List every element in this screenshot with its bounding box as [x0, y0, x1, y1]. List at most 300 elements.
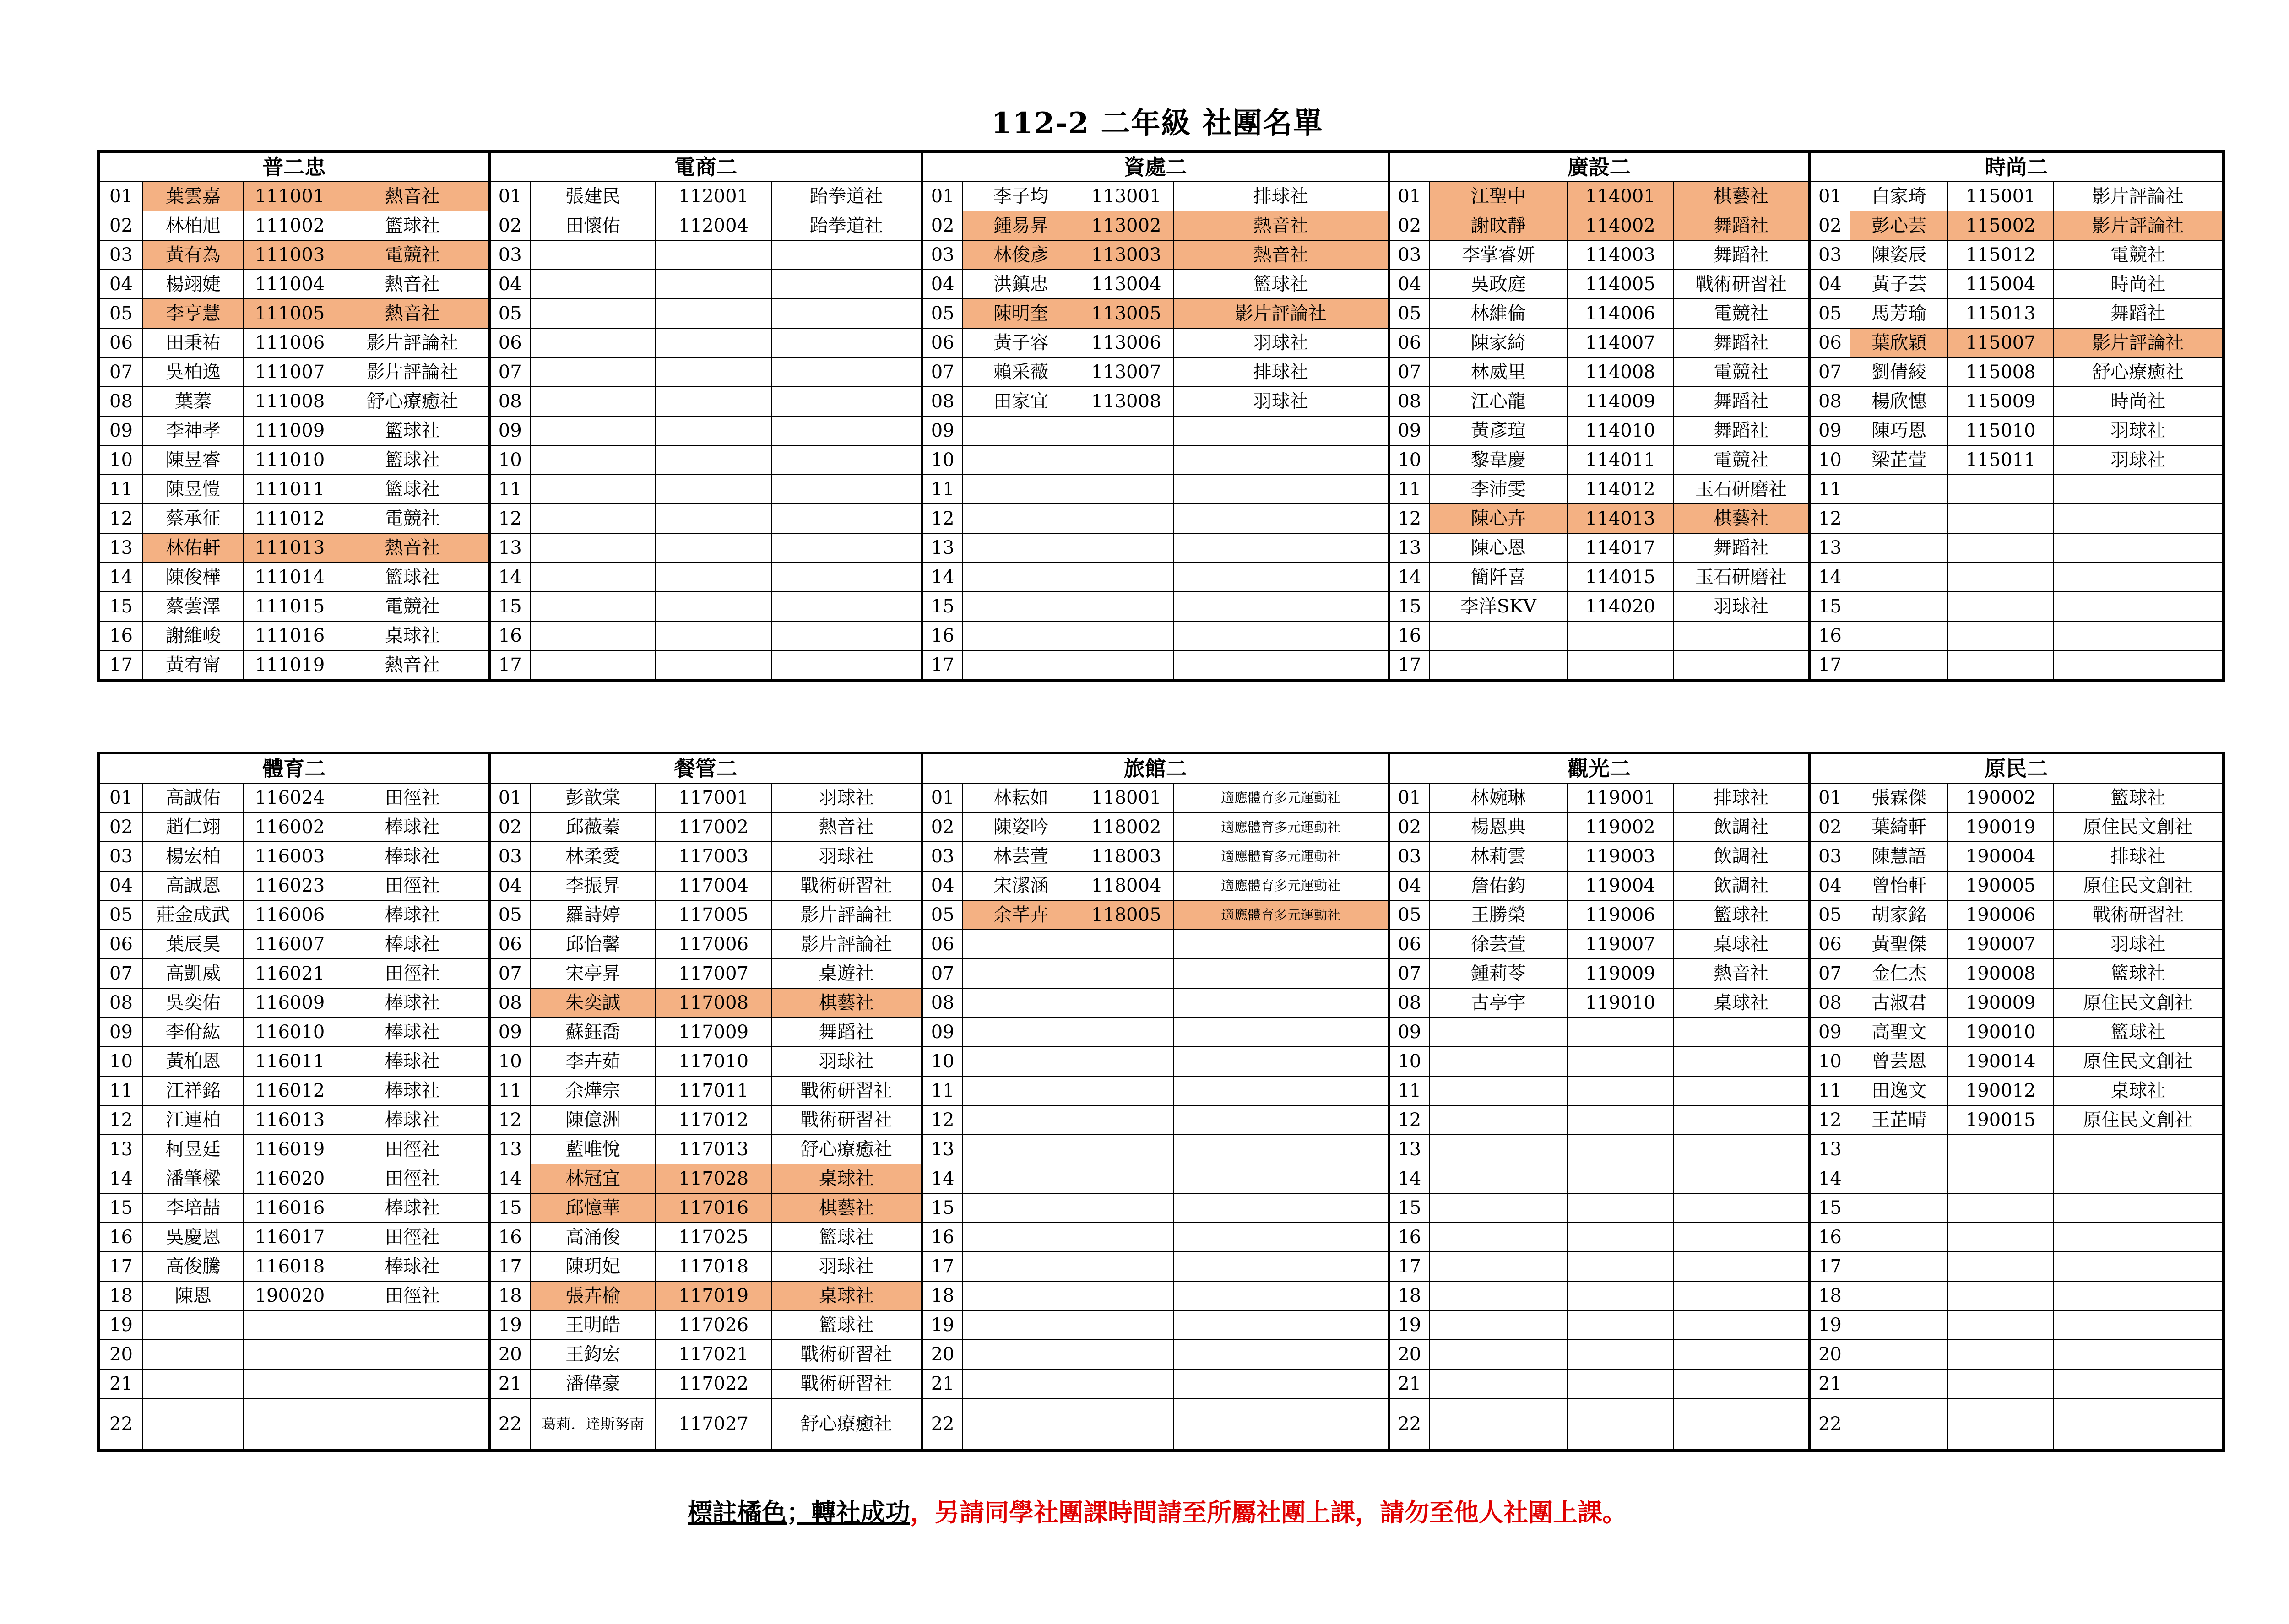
student-name-cell: 宋潔涵 [963, 871, 1079, 900]
student-id-cell: 116002 [244, 812, 336, 842]
seat-number-cell: 21 [489, 1369, 530, 1398]
club-name-cell [771, 650, 922, 681]
club-name-cell [771, 416, 922, 445]
student-name-cell: 李神孝 [143, 416, 244, 445]
student-id-cell: 113004 [1079, 270, 1173, 299]
seat-number-cell: 01 [922, 182, 963, 211]
seat-number-cell: 14 [1389, 1164, 1430, 1193]
seat-number-cell: 12 [98, 1105, 143, 1135]
student-id-cell [1567, 1105, 1673, 1135]
student-name-cell: 羅詩婷 [530, 900, 656, 930]
seat-number-cell: 01 [98, 783, 143, 812]
student-id-cell: 118001 [1079, 783, 1173, 812]
seat-number-cell: 05 [1809, 900, 1850, 930]
note-instruction: ，另請同學社團課時間請至所屬社團上課，請勿至他人社團上課。 [910, 1498, 1627, 1527]
student-name-cell: 陳億洲 [530, 1105, 656, 1135]
club-name-cell: 熱音社 [1173, 240, 1389, 270]
seat-number-cell: 14 [1809, 563, 1850, 592]
club-name-cell: 戰術研習社 [771, 871, 922, 900]
table-row [98, 1223, 2224, 1252]
club-name-cell: 時尚社 [2053, 387, 2224, 416]
seat-number-cell: 05 [98, 900, 143, 930]
seat-number-cell: 08 [1809, 387, 1850, 416]
seat-number-cell: 18 [922, 1281, 963, 1310]
club-name-cell: 田徑社 [336, 783, 489, 812]
seat-number-cell: 06 [489, 328, 530, 357]
seat-number-cell: 12 [489, 504, 530, 533]
club-name-cell: 熱音社 [336, 299, 489, 328]
student-name-cell: 葛莉．達斯努南 [530, 1398, 656, 1451]
seat-number-cell: 17 [922, 650, 963, 681]
student-id-cell: 118005 [1079, 900, 1173, 930]
club-name-cell: 熱音社 [336, 182, 489, 211]
seat-number-cell: 14 [489, 563, 530, 592]
student-id-cell [1948, 1193, 2053, 1223]
student-id-cell: 117008 [656, 988, 771, 1018]
seat-number-cell: 04 [98, 871, 143, 900]
student-name-cell: 陳明奎 [963, 299, 1079, 328]
student-id-cell: 190012 [1948, 1076, 2053, 1105]
student-id-cell [244, 1310, 336, 1340]
student-name-cell [963, 563, 1079, 592]
seat-number-cell: 09 [1389, 1018, 1430, 1047]
student-name-cell: 田逸文 [1850, 1076, 1948, 1105]
student-id-cell: 116021 [244, 959, 336, 988]
club-name-cell: 熱音社 [771, 812, 922, 842]
note-highlight-legend: 標註橘色；轉社成功 [688, 1498, 910, 1527]
seat-number-cell: 21 [922, 1369, 963, 1398]
student-name-cell [963, 959, 1079, 988]
club-name-cell: 棒球社 [336, 1018, 489, 1047]
roster-table-bottom [97, 752, 2225, 1452]
seat-number-cell: 02 [98, 211, 143, 240]
club-name-cell [1173, 1310, 1389, 1340]
student-name-cell: 黃有為 [143, 240, 244, 270]
club-name-cell [2053, 1310, 2224, 1340]
seat-number-cell: 22 [98, 1398, 143, 1451]
student-name-cell: 葉綺軒 [1850, 812, 1948, 842]
seat-number-cell: 06 [1389, 328, 1430, 357]
club-name-cell: 舒心療癒社 [336, 387, 489, 416]
club-name-cell [1673, 1398, 1809, 1451]
class-name-header: 普二忠 [98, 152, 489, 182]
club-name-cell: 跆拳道社 [771, 211, 922, 240]
student-name-cell [1850, 533, 1948, 563]
student-name-cell: 陳昱愷 [143, 475, 244, 504]
student-name-cell: 陳心恩 [1429, 533, 1567, 563]
seat-number-cell: 12 [1809, 504, 1850, 533]
student-name-cell: 李卉茹 [530, 1047, 656, 1076]
student-name-cell: 邱怡馨 [530, 930, 656, 959]
student-name-cell: 曾怡軒 [1850, 871, 1948, 900]
student-name-cell [963, 621, 1079, 650]
seat-number-cell: 07 [98, 357, 143, 387]
student-id-cell: 119010 [1567, 988, 1673, 1018]
student-id-cell: 119009 [1567, 959, 1673, 988]
student-id-cell: 111015 [244, 592, 336, 621]
student-name-cell [1850, 1369, 1948, 1398]
club-name-cell: 影片評論社 [336, 357, 489, 387]
student-id-cell [1948, 621, 2053, 650]
club-name-cell: 舞蹈社 [1673, 387, 1809, 416]
student-id-cell [1079, 1369, 1173, 1398]
club-name-cell [1173, 1252, 1389, 1281]
student-id-cell: 115012 [1948, 240, 2053, 270]
seat-number-cell: 05 [1389, 900, 1430, 930]
club-name-cell: 棒球社 [336, 1105, 489, 1135]
student-name-cell [530, 621, 656, 650]
seat-number-cell: 22 [1809, 1398, 1850, 1451]
club-name-cell: 羽球社 [771, 1047, 922, 1076]
club-name-cell: 桌球社 [336, 621, 489, 650]
student-name-cell [143, 1310, 244, 1340]
student-id-cell: 113006 [1079, 328, 1173, 357]
club-name-cell: 棒球社 [336, 1047, 489, 1076]
student-name-cell: 林芸萱 [963, 842, 1079, 871]
student-name-cell: 陳姿辰 [1850, 240, 1948, 270]
seat-number-cell: 13 [922, 533, 963, 563]
student-id-cell: 116018 [244, 1252, 336, 1281]
club-name-cell [1673, 1369, 1809, 1398]
seat-number-cell: 09 [489, 1018, 530, 1047]
student-name-cell: 田秉祐 [143, 328, 244, 357]
seat-number-cell: 07 [922, 357, 963, 387]
seat-number-cell: 17 [922, 1252, 963, 1281]
student-id-cell: 117006 [656, 930, 771, 959]
club-name-cell: 影片評論社 [336, 328, 489, 357]
club-name-cell [1673, 1105, 1809, 1135]
club-name-cell [1673, 1164, 1809, 1193]
student-id-cell [1567, 650, 1673, 681]
club-name-cell: 舞蹈社 [1673, 533, 1809, 563]
club-name-cell: 戰術研習社 [771, 1076, 922, 1105]
club-name-cell [1173, 1164, 1389, 1193]
student-id-cell [1079, 1193, 1173, 1223]
student-id-cell [1567, 1369, 1673, 1398]
student-id-cell [656, 621, 771, 650]
student-name-cell [1850, 475, 1948, 504]
roster-table-top [97, 150, 2225, 682]
club-name-cell [2053, 533, 2224, 563]
student-id-cell: 111004 [244, 270, 336, 299]
student-id-cell [244, 1340, 336, 1369]
student-id-cell [1079, 988, 1173, 1018]
student-name-cell: 金仁杰 [1850, 959, 1948, 988]
club-name-cell [1173, 445, 1389, 475]
seat-number-cell: 08 [1389, 387, 1430, 416]
student-name-cell: 葉欣穎 [1850, 328, 1948, 357]
student-id-cell: 114011 [1567, 445, 1673, 475]
club-name-cell: 籃球社 [2053, 783, 2224, 812]
seat-number-cell: 14 [922, 563, 963, 592]
student-name-cell: 林柔愛 [530, 842, 656, 871]
seat-number-cell: 01 [1389, 182, 1430, 211]
seat-number-cell: 20 [922, 1340, 963, 1369]
seat-number-cell: 17 [1389, 650, 1430, 681]
student-name-cell: 高誠佑 [143, 783, 244, 812]
club-name-cell: 籃球社 [336, 563, 489, 592]
table-row [98, 504, 2224, 533]
seat-number-cell: 10 [1809, 445, 1850, 475]
seat-number-cell: 04 [1389, 270, 1430, 299]
seat-number-cell: 10 [1389, 1047, 1430, 1076]
student-id-cell [1948, 1340, 2053, 1369]
club-name-cell [2053, 621, 2224, 650]
club-name-cell: 影片評論社 [1173, 299, 1389, 328]
seat-number-cell: 11 [1389, 475, 1430, 504]
seat-number-cell: 13 [1389, 1135, 1430, 1164]
student-name-cell: 江連柏 [143, 1105, 244, 1135]
class-name-header: 原民二 [1809, 753, 2224, 783]
seat-number-cell: 09 [98, 416, 143, 445]
student-name-cell: 彭心芸 [1850, 211, 1948, 240]
table-row [98, 475, 2224, 504]
student-name-cell [1850, 1223, 1948, 1252]
student-name-cell [1429, 1193, 1567, 1223]
student-id-cell: 117027 [656, 1398, 771, 1451]
student-name-cell: 林維倫 [1429, 299, 1567, 328]
seat-number-cell: 15 [922, 1193, 963, 1223]
club-name-cell: 飲調社 [1673, 842, 1809, 871]
club-name-cell [1173, 1340, 1389, 1369]
student-id-cell [1079, 650, 1173, 681]
seat-number-cell: 09 [489, 416, 530, 445]
student-name-cell: 黃宥甯 [143, 650, 244, 681]
seat-number-cell: 11 [922, 475, 963, 504]
student-name-cell [1850, 1193, 1948, 1223]
student-name-cell: 葉蓁 [143, 387, 244, 416]
seat-number-cell: 17 [489, 1252, 530, 1281]
seat-number-cell: 07 [1389, 357, 1430, 387]
club-name-cell [2053, 563, 2224, 592]
seat-number-cell: 20 [1389, 1340, 1430, 1369]
club-name-cell [1173, 504, 1389, 533]
seat-number-cell: 10 [98, 1047, 143, 1076]
club-name-cell [1673, 621, 1809, 650]
table-row [98, 357, 2224, 387]
club-name-cell [2053, 1281, 2224, 1310]
seat-number-cell: 14 [489, 1164, 530, 1193]
student-name-cell: 林耘如 [963, 783, 1079, 812]
seat-number-cell: 15 [1809, 592, 1850, 621]
seat-number-cell: 12 [489, 1105, 530, 1135]
seat-number-cell: 03 [1809, 240, 1850, 270]
student-id-cell [1948, 504, 2053, 533]
table-row [98, 563, 2224, 592]
table-row [98, 1076, 2224, 1105]
student-name-cell [530, 387, 656, 416]
seat-number-cell: 06 [98, 328, 143, 357]
club-name-cell: 玉石研磨社 [1673, 475, 1809, 504]
student-id-cell [1079, 1047, 1173, 1076]
footer-note [0, 1493, 2289, 1528]
club-name-cell [771, 299, 922, 328]
seat-number-cell: 08 [98, 387, 143, 416]
student-name-cell: 陳巧恩 [1850, 416, 1948, 445]
seat-number-cell: 10 [1389, 445, 1430, 475]
student-id-cell: 114006 [1567, 299, 1673, 328]
seat-number-cell: 18 [1809, 1281, 1850, 1310]
student-id-cell: 190002 [1948, 783, 2053, 812]
student-id-cell [1079, 1340, 1173, 1369]
student-name-cell: 張卉榆 [530, 1281, 656, 1310]
club-name-cell: 籃球社 [336, 211, 489, 240]
student-id-cell: 116017 [244, 1223, 336, 1252]
student-name-cell [963, 1369, 1079, 1398]
seat-number-cell: 15 [1389, 1193, 1430, 1223]
club-name-cell: 棒球社 [336, 812, 489, 842]
club-name-cell: 電競社 [1673, 445, 1809, 475]
seat-number-cell: 05 [922, 900, 963, 930]
seat-number-cell: 11 [1809, 1076, 1850, 1105]
student-name-cell [1850, 1310, 1948, 1340]
student-name-cell [1850, 563, 1948, 592]
student-id-cell: 114001 [1567, 182, 1673, 211]
club-name-cell [1673, 1252, 1809, 1281]
seat-number-cell: 14 [98, 563, 143, 592]
club-name-cell: 舞蹈社 [2053, 299, 2224, 328]
student-name-cell [1429, 1164, 1567, 1193]
table-row [98, 1018, 2224, 1047]
student-id-cell [1079, 1076, 1173, 1105]
student-id-cell [1948, 533, 2053, 563]
seat-number-cell: 02 [489, 812, 530, 842]
student-name-cell [1429, 1105, 1567, 1135]
club-name-cell [1173, 475, 1389, 504]
student-name-cell [530, 650, 656, 681]
seat-number-cell: 02 [922, 211, 963, 240]
student-id-cell: 116010 [244, 1018, 336, 1047]
student-name-cell: 楊宏柏 [143, 842, 244, 871]
student-name-cell [143, 1398, 244, 1451]
student-id-cell: 111019 [244, 650, 336, 681]
student-id-cell: 117013 [656, 1135, 771, 1164]
student-name-cell [1429, 1135, 1567, 1164]
student-name-cell [1429, 1076, 1567, 1105]
club-name-cell: 電競社 [1673, 299, 1809, 328]
student-name-cell: 蔡蕓澤 [143, 592, 244, 621]
club-name-cell: 影片評論社 [771, 900, 922, 930]
student-name-cell: 賴采薇 [963, 357, 1079, 387]
table-row [98, 842, 2224, 871]
club-name-cell [1673, 650, 1809, 681]
seat-number-cell: 15 [489, 1193, 530, 1223]
seat-number-cell: 03 [1809, 842, 1850, 871]
student-id-cell [1079, 475, 1173, 504]
student-id-cell: 190015 [1948, 1105, 2053, 1135]
club-name-cell: 舒心療癒社 [2053, 357, 2224, 387]
seat-number-cell: 16 [489, 1223, 530, 1252]
seat-number-cell: 01 [922, 783, 963, 812]
club-name-cell [1173, 988, 1389, 1018]
seat-number-cell: 15 [922, 592, 963, 621]
seat-number-cell: 10 [489, 445, 530, 475]
student-id-cell: 119004 [1567, 871, 1673, 900]
student-id-cell: 116013 [244, 1105, 336, 1135]
club-name-cell: 棒球社 [336, 1076, 489, 1105]
student-name-cell: 江祥銘 [143, 1076, 244, 1105]
student-name-cell: 林佑軒 [143, 533, 244, 563]
student-id-cell [1079, 621, 1173, 650]
club-name-cell [771, 475, 922, 504]
table-row [98, 783, 2224, 812]
class-name-header: 旅館二 [922, 753, 1389, 783]
table-row [98, 533, 2224, 563]
student-id-cell: 115009 [1948, 387, 2053, 416]
student-name-cell: 王芷晴 [1850, 1105, 1948, 1135]
club-name-cell [1673, 1310, 1809, 1340]
seat-number-cell: 10 [1809, 1047, 1850, 1076]
student-name-cell: 徐芸萱 [1429, 930, 1567, 959]
seat-number-cell: 09 [1389, 416, 1430, 445]
student-name-cell: 洪鎮忠 [963, 270, 1079, 299]
student-name-cell [963, 1047, 1079, 1076]
seat-number-cell: 03 [922, 842, 963, 871]
club-name-cell: 戰術研習社 [1673, 270, 1809, 299]
table-row [98, 416, 2224, 445]
club-name-cell [336, 1369, 489, 1398]
student-name-cell [1429, 1018, 1567, 1047]
student-name-cell [963, 930, 1079, 959]
student-name-cell: 李子均 [963, 182, 1079, 211]
club-name-cell: 熱音社 [336, 650, 489, 681]
student-name-cell: 梁芷萱 [1850, 445, 1948, 475]
student-id-cell: 116011 [244, 1047, 336, 1076]
student-id-cell [656, 533, 771, 563]
student-name-cell: 林俊彥 [963, 240, 1079, 270]
student-id-cell: 116016 [244, 1193, 336, 1223]
seat-number-cell: 02 [922, 812, 963, 842]
student-id-cell: 115007 [1948, 328, 2053, 357]
seat-number-cell: 05 [489, 299, 530, 328]
student-name-cell: 陳俊樺 [143, 563, 244, 592]
club-name-cell: 舞蹈社 [1673, 240, 1809, 270]
student-id-cell [1948, 563, 2053, 592]
student-id-cell [656, 328, 771, 357]
class-name-header: 資處二 [922, 152, 1389, 182]
student-id-cell: 111011 [244, 475, 336, 504]
student-name-cell [963, 445, 1079, 475]
student-name-cell: 林冠宜 [530, 1164, 656, 1193]
club-name-cell: 電競社 [1673, 357, 1809, 387]
club-name-cell: 舒心療癒社 [771, 1135, 922, 1164]
student-name-cell: 邱憶華 [530, 1193, 656, 1223]
club-name-cell: 影片評論社 [771, 930, 922, 959]
seat-number-cell: 12 [1389, 504, 1430, 533]
table-row [98, 1281, 2224, 1310]
student-id-cell [1079, 930, 1173, 959]
student-id-cell [1567, 1076, 1673, 1105]
club-name-cell: 原住民文創社 [2053, 812, 2224, 842]
student-name-cell: 江心龍 [1429, 387, 1567, 416]
club-name-cell [1173, 1076, 1389, 1105]
student-name-cell [963, 1252, 1079, 1281]
student-name-cell: 王鈞宏 [530, 1340, 656, 1369]
student-id-cell: 117001 [656, 783, 771, 812]
seat-number-cell: 17 [1809, 650, 1850, 681]
student-id-cell [1567, 1340, 1673, 1369]
club-name-cell: 棒球社 [336, 842, 489, 871]
club-name-cell: 原住民文創社 [2053, 871, 2224, 900]
student-id-cell: 116007 [244, 930, 336, 959]
student-id-cell [1948, 1252, 2053, 1281]
seat-number-cell: 03 [489, 240, 530, 270]
seat-number-cell: 02 [1809, 211, 1850, 240]
student-id-cell [1079, 1164, 1173, 1193]
club-name-cell [1173, 650, 1389, 681]
club-name-cell [771, 563, 922, 592]
student-name-cell: 劉倩綾 [1850, 357, 1948, 387]
